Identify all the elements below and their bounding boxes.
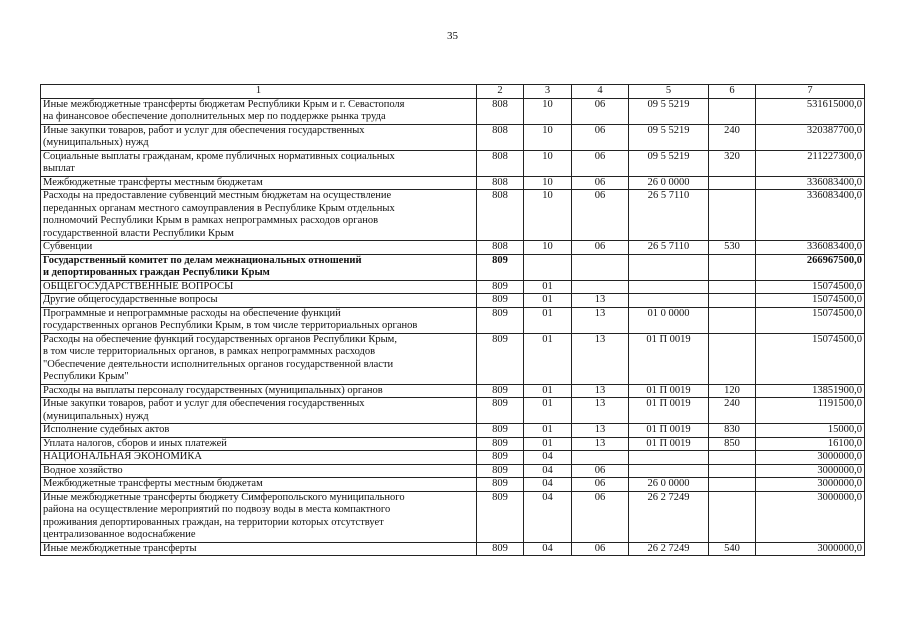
cell-target-article: 01 П 0019 bbox=[629, 398, 709, 424]
cell-ministry-code: 809 bbox=[477, 333, 524, 384]
cell-ministry-code: 809 bbox=[477, 307, 524, 333]
column-header: 3 bbox=[524, 85, 572, 99]
table-row bbox=[41, 254, 865, 280]
cell-ministry-code: 809 bbox=[477, 384, 524, 398]
column-header: 4 bbox=[572, 85, 629, 99]
cell-section: 04 bbox=[524, 464, 572, 478]
cell-section: 01 bbox=[524, 294, 572, 308]
row-name: Расходы на предоставление субвенций местным бюджетам на осуществление переданных органам местного самоуправления в Республике Крым отдельных полномочий Республики Крым в рамках непрограммных расходов органов государственной власти Республики Крым bbox=[41, 190, 477, 241]
cell-expense-type bbox=[709, 98, 756, 124]
table-row bbox=[41, 176, 865, 190]
cell-expense-type bbox=[709, 294, 756, 308]
cell-subsection: 13 bbox=[572, 294, 629, 308]
cell-section: 04 bbox=[524, 491, 572, 542]
cell-amount: 336083400,0 bbox=[756, 176, 865, 190]
cell-expense-type: 120 bbox=[709, 384, 756, 398]
table-row bbox=[41, 98, 865, 124]
cell-subsection: 06 bbox=[572, 150, 629, 176]
cell-section: 01 bbox=[524, 398, 572, 424]
cell-amount: 266967500,0 bbox=[756, 254, 865, 280]
table-row bbox=[41, 424, 865, 438]
cell-target-article: 01 П 0019 bbox=[629, 333, 709, 384]
cell-expense-type: 850 bbox=[709, 437, 756, 451]
cell-subsection: 06 bbox=[572, 190, 629, 241]
table-row bbox=[41, 280, 865, 294]
cell-subsection: 13 bbox=[572, 398, 629, 424]
cell-section: 10 bbox=[524, 124, 572, 150]
cell-amount: 15074500,0 bbox=[756, 307, 865, 333]
cell-section: 10 bbox=[524, 241, 572, 255]
cell-target-article: 26 0 0000 bbox=[629, 176, 709, 190]
cell-expense-type bbox=[709, 190, 756, 241]
cell-subsection: 06 bbox=[572, 542, 629, 556]
cell-ministry-code: 809 bbox=[477, 294, 524, 308]
cell-amount: 3000000,0 bbox=[756, 542, 865, 556]
cell-section: 10 bbox=[524, 150, 572, 176]
cell-section: 01 bbox=[524, 307, 572, 333]
table-row bbox=[41, 307, 865, 333]
row-name: Исполнение судебных актов bbox=[41, 424, 477, 438]
cell-expense-type: 320 bbox=[709, 150, 756, 176]
row-name: Иные закупки товаров, работ и услуг для обеспечения государственных (муниципальных) нужд bbox=[41, 398, 477, 424]
cell-target-article: 09 5 5219 bbox=[629, 124, 709, 150]
cell-amount: 1191500,0 bbox=[756, 398, 865, 424]
cell-expense-type: 240 bbox=[709, 124, 756, 150]
row-name: Межбюджетные трансферты местным бюджетам bbox=[41, 176, 477, 190]
table-row bbox=[41, 333, 865, 384]
cell-amount: 3000000,0 bbox=[756, 451, 865, 465]
cell-expense-type bbox=[709, 333, 756, 384]
cell-amount: 3000000,0 bbox=[756, 464, 865, 478]
table-row bbox=[41, 464, 865, 478]
table-row bbox=[41, 150, 865, 176]
cell-amount: 211227300,0 bbox=[756, 150, 865, 176]
cell-expense-type bbox=[709, 176, 756, 190]
cell-subsection: 13 bbox=[572, 307, 629, 333]
cell-ministry-code: 808 bbox=[477, 98, 524, 124]
cell-target-article bbox=[629, 294, 709, 308]
cell-subsection: 06 bbox=[572, 98, 629, 124]
cell-ministry-code: 808 bbox=[477, 190, 524, 241]
cell-subsection bbox=[572, 254, 629, 280]
page-number: 35 bbox=[447, 30, 458, 42]
cell-ministry-code: 808 bbox=[477, 241, 524, 255]
cell-target-article: 26 2 7249 bbox=[629, 491, 709, 542]
cell-target-article: 01 0 0000 bbox=[629, 307, 709, 333]
cell-expense-type: 830 bbox=[709, 424, 756, 438]
cell-target-article: 09 5 5219 bbox=[629, 98, 709, 124]
column-header: 1 bbox=[41, 85, 477, 99]
cell-target-article: 01 П 0019 bbox=[629, 424, 709, 438]
table-row bbox=[41, 241, 865, 255]
cell-ministry-code: 809 bbox=[477, 542, 524, 556]
cell-section: 04 bbox=[524, 451, 572, 465]
cell-section: 10 bbox=[524, 190, 572, 241]
cell-target-article: 26 5 7110 bbox=[629, 190, 709, 241]
cell-amount: 15000,0 bbox=[756, 424, 865, 438]
table-row bbox=[41, 451, 865, 465]
row-name: Межбюджетные трансферты местным бюджетам bbox=[41, 478, 477, 492]
cell-subsection: 13 bbox=[572, 437, 629, 451]
cell-amount: 336083400,0 bbox=[756, 190, 865, 241]
cell-amount: 3000000,0 bbox=[756, 478, 865, 492]
cell-subsection: 13 bbox=[572, 333, 629, 384]
cell-expense-type bbox=[709, 478, 756, 492]
table-row bbox=[41, 542, 865, 556]
cell-section: 10 bbox=[524, 98, 572, 124]
table-row bbox=[41, 437, 865, 451]
cell-expense-type: 240 bbox=[709, 398, 756, 424]
cell-section: 01 bbox=[524, 333, 572, 384]
row-name: Субвенции bbox=[41, 241, 477, 255]
table-row bbox=[41, 491, 865, 542]
row-name: НАЦИОНАЛЬНАЯ ЭКОНОМИКА bbox=[41, 451, 477, 465]
cell-section bbox=[524, 254, 572, 280]
cell-section: 04 bbox=[524, 478, 572, 492]
cell-expense-type bbox=[709, 254, 756, 280]
cell-subsection: 13 bbox=[572, 424, 629, 438]
cell-target-article bbox=[629, 464, 709, 478]
row-name: Водное хозяйство bbox=[41, 464, 477, 478]
cell-amount: 336083400,0 bbox=[756, 241, 865, 255]
row-name: Программные и непрограммные расходы на обеспечение функций государственных органов Республики Крым, в том числе территориальных органов bbox=[41, 307, 477, 333]
cell-expense-type bbox=[709, 464, 756, 478]
cell-subsection bbox=[572, 280, 629, 294]
cell-ministry-code: 809 bbox=[477, 254, 524, 280]
cell-ministry-code: 809 bbox=[477, 437, 524, 451]
row-name: Иные закупки товаров, работ и услуг для обеспечения государственных (муниципальных) нужд bbox=[41, 124, 477, 150]
cell-ministry-code: 809 bbox=[477, 424, 524, 438]
row-name: Иные межбюджетные трансферты bbox=[41, 542, 477, 556]
table-row bbox=[41, 478, 865, 492]
cell-expense-type bbox=[709, 491, 756, 542]
table-header-row bbox=[41, 85, 865, 99]
cell-ministry-code: 809 bbox=[477, 464, 524, 478]
cell-amount: 320387700,0 bbox=[756, 124, 865, 150]
cell-amount: 3000000,0 bbox=[756, 491, 865, 542]
cell-target-article bbox=[629, 451, 709, 465]
table-row bbox=[41, 190, 865, 241]
table-row bbox=[41, 384, 865, 398]
table-row bbox=[41, 124, 865, 150]
cell-subsection bbox=[572, 451, 629, 465]
cell-amount: 15074500,0 bbox=[756, 333, 865, 384]
cell-section: 01 bbox=[524, 384, 572, 398]
cell-section: 10 bbox=[524, 176, 572, 190]
cell-section: 01 bbox=[524, 437, 572, 451]
cell-target-article: 01 П 0019 bbox=[629, 437, 709, 451]
table-row bbox=[41, 398, 865, 424]
cell-amount: 531615000,0 bbox=[756, 98, 865, 124]
budget-table bbox=[40, 84, 865, 556]
cell-expense-type: 540 bbox=[709, 542, 756, 556]
row-name: Государственный комитет по делам межнациональных отношений и депортированных граждан Республики Крым bbox=[41, 254, 477, 280]
cell-target-article bbox=[629, 254, 709, 280]
cell-ministry-code: 808 bbox=[477, 124, 524, 150]
row-name: Расходы на обеспечение функций государственных органов Республики Крым, в том числе территориальных органов, в рамках непрограммных расходов "Обеспечение деятельности исполнительных органов государственной власти Республики Крым" bbox=[41, 333, 477, 384]
cell-amount: 15074500,0 bbox=[756, 294, 865, 308]
cell-expense-type: 530 bbox=[709, 241, 756, 255]
row-name: Иные межбюджетные трансферты бюджетам Республики Крым и г. Севастополя на финансовое обеспечение дополнительных мер по поддержке рынка труда bbox=[41, 98, 477, 124]
cell-section: 01 bbox=[524, 424, 572, 438]
cell-amount: 15074500,0 bbox=[756, 280, 865, 294]
column-header: 7 bbox=[756, 85, 865, 99]
cell-subsection: 13 bbox=[572, 384, 629, 398]
column-header: 2 bbox=[477, 85, 524, 99]
cell-expense-type bbox=[709, 307, 756, 333]
cell-subsection: 06 bbox=[572, 124, 629, 150]
row-name: Другие общегосударственные вопросы bbox=[41, 294, 477, 308]
cell-ministry-code: 808 bbox=[477, 150, 524, 176]
cell-target-article: 26 5 7110 bbox=[629, 241, 709, 255]
cell-section: 01 bbox=[524, 280, 572, 294]
cell-target-article bbox=[629, 280, 709, 294]
cell-target-article: 26 0 0000 bbox=[629, 478, 709, 492]
cell-target-article: 09 5 5219 bbox=[629, 150, 709, 176]
cell-ministry-code: 809 bbox=[477, 491, 524, 542]
cell-ministry-code: 809 bbox=[477, 478, 524, 492]
cell-amount: 16100,0 bbox=[756, 437, 865, 451]
table-row bbox=[41, 294, 865, 308]
column-header: 5 bbox=[629, 85, 709, 99]
cell-ministry-code: 808 bbox=[477, 176, 524, 190]
cell-target-article: 01 П 0019 bbox=[629, 384, 709, 398]
row-name: Иные межбюджетные трансферты бюджету Симферопольского муниципального района на осуществление мероприятий по подвозу воды в места компактного проживания депортированных граждан, на территории которых отсутствует централизованное водоснабжение bbox=[41, 491, 477, 542]
cell-ministry-code: 809 bbox=[477, 398, 524, 424]
cell-subsection: 06 bbox=[572, 176, 629, 190]
cell-subsection: 06 bbox=[572, 491, 629, 542]
row-name: Социальные выплаты гражданам, кроме публичных нормативных социальных выплат bbox=[41, 150, 477, 176]
cell-amount: 13851900,0 bbox=[756, 384, 865, 398]
cell-subsection: 06 bbox=[572, 241, 629, 255]
column-header: 6 bbox=[709, 85, 756, 99]
cell-ministry-code: 809 bbox=[477, 280, 524, 294]
cell-ministry-code: 809 bbox=[477, 451, 524, 465]
cell-expense-type bbox=[709, 280, 756, 294]
cell-section: 04 bbox=[524, 542, 572, 556]
row-name: Уплата налогов, сборов и иных платежей bbox=[41, 437, 477, 451]
cell-expense-type bbox=[709, 451, 756, 465]
cell-target-article: 26 2 7249 bbox=[629, 542, 709, 556]
cell-subsection: 06 bbox=[572, 464, 629, 478]
row-name: Расходы на выплаты персоналу государственных (муниципальных) органов bbox=[41, 384, 477, 398]
row-name: ОБЩЕГОСУДАРСТВЕННЫЕ ВОПРОСЫ bbox=[41, 280, 477, 294]
cell-subsection: 06 bbox=[572, 478, 629, 492]
